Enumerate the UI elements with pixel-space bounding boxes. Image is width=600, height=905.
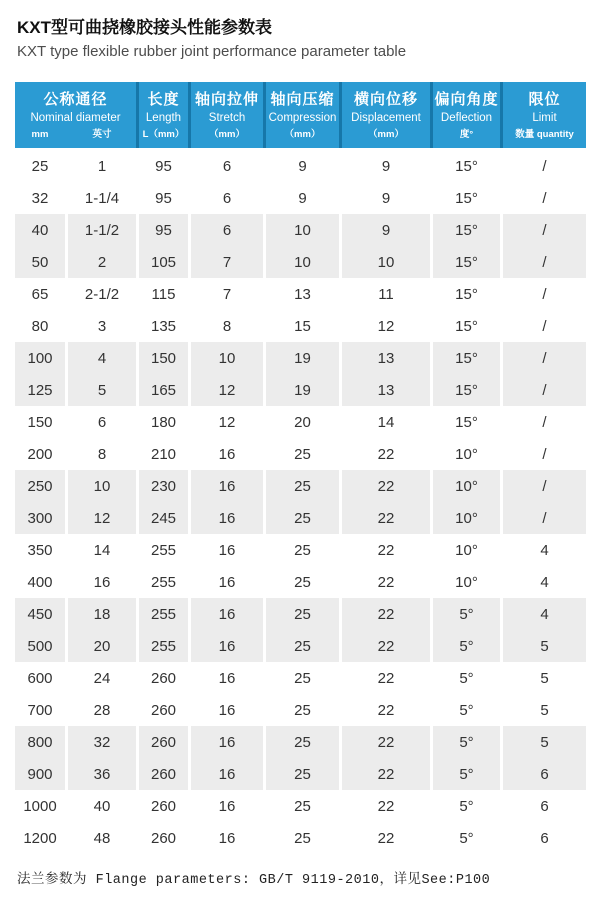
header-zh-label: 轴向拉伸 [194, 91, 259, 108]
table-row [15, 374, 586, 406]
table-cell: 22 [342, 598, 430, 630]
table-row [15, 182, 586, 214]
table-cell: 105 [139, 246, 188, 278]
table-cell: 135 [150, 317, 177, 335]
table-cell: 7 [191, 246, 263, 278]
page-subtitle: KXT type flexible rubber joint performance parameter table [17, 43, 407, 60]
table-cell: 230 [139, 470, 188, 502]
table-cell: 22 [377, 669, 395, 687]
table-row [15, 214, 586, 246]
table-row [15, 150, 586, 182]
table-cell: / [503, 246, 586, 278]
header-en-label: Deflection [440, 112, 493, 124]
table-cell: 6 [540, 829, 549, 847]
table-cell: 15° [455, 157, 478, 175]
table-cell: 25 [266, 758, 339, 790]
table-cell: 25 [266, 470, 339, 502]
table-row [15, 534, 586, 566]
table-cell: 10° [455, 573, 478, 591]
table-cell: 255 [150, 573, 177, 591]
table-cell: 5° [459, 829, 474, 847]
table-cell: 25 [294, 701, 311, 719]
table-cell: 5 [68, 374, 136, 406]
table-cell: 180 [150, 413, 177, 431]
table-cell: 260 [150, 797, 177, 815]
table-cell: 28 [93, 701, 111, 719]
table-cell: 20 [294, 413, 311, 431]
table-cell: 22 [342, 502, 430, 534]
table-cell: 16 [191, 502, 263, 534]
table-cell: 12 [68, 502, 136, 534]
table-cell: / [542, 413, 547, 431]
table-cell: 5° [459, 669, 474, 687]
table-cell: 4 [68, 342, 136, 374]
table-cell: 1-1/4 [84, 189, 120, 207]
header-stretch [191, 82, 263, 148]
table-row [15, 790, 586, 822]
table-cell: 22 [377, 445, 395, 463]
header-en-label: Length [145, 112, 182, 124]
table-cell: / [542, 445, 547, 463]
table-cell: 16 [218, 541, 236, 559]
table-cell: 9 [298, 157, 307, 175]
table-cell: 300 [15, 502, 65, 534]
table-header-row [15, 82, 586, 148]
table-cell: 1000 [23, 797, 57, 815]
table-cell: 255 [150, 541, 177, 559]
table-cell: 22 [342, 630, 430, 662]
table-cell: 210 [150, 445, 177, 463]
table-cell: 16 [218, 829, 236, 847]
header-en-label: Compression [268, 112, 337, 124]
table-row [15, 470, 586, 502]
table-cell: 4 [540, 573, 549, 591]
table-cell: 40 [15, 214, 65, 246]
header-en-label: Stretch [208, 112, 246, 124]
table-row [15, 662, 586, 694]
header-unit-label: L（mm） [142, 129, 185, 140]
table-cell: 48 [93, 829, 111, 847]
table-row [15, 246, 586, 278]
header-nominal-diameter [15, 82, 136, 148]
table-cell: 700 [27, 701, 53, 719]
table-cell: 255 [139, 598, 188, 630]
table-cell: 1200 [23, 829, 57, 847]
table-cell: 900 [15, 758, 65, 790]
table-cell: 50 [15, 246, 65, 278]
table-cell: 260 [139, 758, 188, 790]
table-cell: 32 [31, 189, 49, 207]
table-cell: / [503, 214, 586, 246]
table-cell: 12 [191, 374, 263, 406]
header-zh-label: 横向位移 [353, 91, 418, 108]
table-cell: 16 [218, 669, 236, 687]
table-cell: 32 [68, 726, 136, 758]
table-row [15, 726, 586, 758]
header-unit-label: 数量 quantity [515, 129, 574, 140]
table-cell: 15° [455, 189, 478, 207]
header-unit-label: （mm） [284, 129, 321, 140]
table-cell: 80 [31, 317, 49, 335]
table-cell: 100 [15, 342, 65, 374]
table-cell: 22 [377, 541, 395, 559]
table-cell: 3 [97, 317, 107, 335]
table-cell: 15° [433, 246, 500, 278]
table-cell: 6 [97, 413, 107, 431]
table-cell: 15° [433, 374, 500, 406]
header-deflection [433, 82, 500, 148]
table-cell: 16 [191, 630, 263, 662]
header-zh-label: 偏向角度 [434, 91, 499, 108]
table-cell: 12 [218, 413, 236, 431]
table-cell: 15° [455, 317, 478, 335]
table-row [15, 438, 586, 470]
header-en-label: Nominal diameter [30, 112, 121, 124]
header-zh-label: 限位 [528, 91, 561, 108]
table-cell: 10 [342, 246, 430, 278]
table-cell: 25 [31, 157, 49, 175]
table-cell: 5° [459, 797, 474, 815]
table-cell: 20 [68, 630, 136, 662]
table-cell: 1 [97, 157, 107, 175]
table-cell: 200 [27, 445, 53, 463]
table-cell: 5 [503, 630, 586, 662]
table-cell: 36 [68, 758, 136, 790]
table-cell: 10° [433, 470, 500, 502]
table-cell: 15° [455, 285, 478, 303]
header-unit-label: （mm） [209, 129, 245, 140]
header-length [139, 82, 188, 148]
table-cell: 115 [151, 285, 176, 303]
table-cell: 165 [139, 374, 188, 406]
table-cell: 14 [93, 541, 111, 559]
table-cell: 95 [139, 214, 188, 246]
table-row [15, 566, 586, 598]
table-cell: 16 [93, 573, 111, 591]
table-cell: / [542, 189, 547, 207]
table-cell: 25 [294, 797, 311, 815]
table-cell: 5° [433, 598, 500, 630]
table-cell: 9 [298, 189, 307, 207]
table-cell: 5° [433, 758, 500, 790]
table-cell: 25 [294, 669, 311, 687]
table-cell: 10 [266, 214, 339, 246]
table-cell: 5 [540, 669, 549, 687]
table-cell: 7 [222, 285, 232, 303]
table-cell: 13 [342, 342, 430, 374]
table-cell: 25 [266, 598, 339, 630]
table-cell: 22 [342, 758, 430, 790]
table-cell: / [542, 317, 547, 335]
table-cell: 10 [191, 342, 263, 374]
table-cell: 16 [218, 445, 236, 463]
table-cell: / [503, 342, 586, 374]
table-cell: 22 [377, 701, 395, 719]
header-zh-label: 轴向压缩 [270, 91, 335, 108]
table-cell: 10 [266, 246, 339, 278]
header-zh-label: 长度 [147, 91, 180, 108]
table-cell: 6 [191, 214, 263, 246]
table-cell: 65 [31, 285, 49, 303]
table-row [15, 598, 586, 630]
table-cell: 25 [294, 445, 311, 463]
header-unit-label: 度° [459, 129, 474, 140]
table-cell: 25 [294, 541, 311, 559]
header-zh-label: 公称通径 [43, 91, 108, 108]
table-cell: 10° [455, 445, 478, 463]
table-cell: 600 [27, 669, 53, 687]
page-title: KXT型可曲挠橡胶接头性能参数表 [17, 18, 272, 37]
table-cell: 10° [455, 541, 478, 559]
table-cell: 15° [433, 214, 500, 246]
table-row [15, 758, 586, 790]
header-en-label: Limit [532, 112, 557, 124]
table-cell: 150 [27, 413, 53, 431]
table-cell: 16 [218, 701, 236, 719]
table-row [15, 278, 586, 310]
table-cell: 16 [218, 573, 236, 591]
table-cell: 4 [503, 598, 586, 630]
table-cell: 6 [540, 797, 549, 815]
table-cell: 260 [139, 726, 188, 758]
header-limit [503, 82, 586, 148]
table-cell: 5° [459, 701, 474, 719]
table-cell: 16 [191, 470, 263, 502]
table-cell: 5 [540, 701, 549, 719]
table-cell: 9 [381, 157, 391, 175]
header-compression [266, 82, 339, 148]
table-cell: 260 [150, 701, 177, 719]
table-body [15, 150, 585, 854]
table-cell: 13 [342, 374, 430, 406]
table-cell: 19 [266, 374, 339, 406]
table-cell: 95 [155, 189, 172, 207]
header-displacement [342, 82, 430, 148]
table-row [15, 694, 586, 726]
table-cell: 4 [540, 541, 549, 559]
table-cell: 350 [27, 541, 53, 559]
flange-parameters-note: 法兰参数为 Flange parameters: GB/T 9119-2010，详见See:P100 [17, 873, 491, 888]
table-cell: 8 [97, 445, 107, 463]
table-cell: 25 [294, 573, 311, 591]
table-cell: / [542, 285, 547, 303]
table-cell: 22 [377, 797, 395, 815]
table-row [15, 630, 586, 662]
table-cell: 250 [15, 470, 65, 502]
table-cell: 5° [433, 726, 500, 758]
table-cell: 22 [342, 726, 430, 758]
table-cell: 95 [155, 157, 172, 175]
table-cell: 450 [15, 598, 65, 630]
table-cell: 25 [266, 630, 339, 662]
table-cell: 6 [503, 758, 586, 790]
table-cell: 9 [342, 214, 430, 246]
header-en-label: Displacement [351, 112, 421, 124]
header-unit-mm: mm [31, 129, 49, 140]
table-row [15, 502, 586, 534]
table-row [15, 310, 586, 342]
table-cell: / [503, 374, 586, 406]
table-cell: 16 [191, 758, 263, 790]
header-unit-label: （mm） [368, 129, 404, 140]
header-unit-row [15, 129, 136, 140]
table-cell: 22 [377, 573, 395, 591]
table-row [15, 406, 586, 438]
table-cell: 800 [15, 726, 65, 758]
table-cell: 150 [139, 342, 188, 374]
table-cell: 1-1/2 [68, 214, 136, 246]
table-cell: 5 [503, 726, 586, 758]
table-cell: 245 [139, 502, 188, 534]
table-cell: 25 [266, 502, 339, 534]
table-cell: 16 [191, 598, 263, 630]
table-cell: 2 [68, 246, 136, 278]
table-cell: 13 [294, 285, 311, 303]
table-cell: 15° [433, 342, 500, 374]
parameter-table [15, 82, 585, 854]
table-cell: / [503, 470, 586, 502]
table-cell: 10° [433, 502, 500, 534]
table-cell: 260 [150, 669, 177, 687]
table-cell: 19 [266, 342, 339, 374]
table-cell: 22 [342, 470, 430, 502]
table-row [15, 342, 586, 374]
table-cell: 14 [377, 413, 395, 431]
table-row [15, 822, 586, 854]
table-cell: 15 [294, 317, 311, 335]
table-cell: 2-1/2 [84, 285, 120, 303]
table-cell: 11 [378, 285, 394, 303]
table-cell: 8 [222, 317, 232, 335]
table-cell: / [542, 157, 547, 175]
table-cell: 25 [294, 829, 311, 847]
table-cell: 22 [377, 829, 395, 847]
table-cell: 6 [222, 157, 232, 175]
table-cell: 400 [27, 573, 53, 591]
table-cell: 255 [139, 630, 188, 662]
table-cell: 16 [191, 726, 263, 758]
header-unit-inch: 英寸 [92, 129, 112, 140]
table-cell: 25 [266, 726, 339, 758]
table-cell: 5° [433, 630, 500, 662]
table-cell: 260 [150, 829, 177, 847]
table-cell: 24 [93, 669, 111, 687]
table-cell: 18 [68, 598, 136, 630]
table-cell: / [503, 502, 586, 534]
table-cell: 15° [455, 413, 478, 431]
table-cell: 125 [15, 374, 65, 406]
table-cell: 16 [218, 797, 236, 815]
table-cell: 6 [222, 189, 232, 207]
table-cell: 500 [15, 630, 65, 662]
table-cell: 10 [68, 470, 136, 502]
table-cell: 9 [381, 189, 391, 207]
table-cell: 12 [377, 317, 395, 335]
table-cell: 40 [93, 797, 111, 815]
